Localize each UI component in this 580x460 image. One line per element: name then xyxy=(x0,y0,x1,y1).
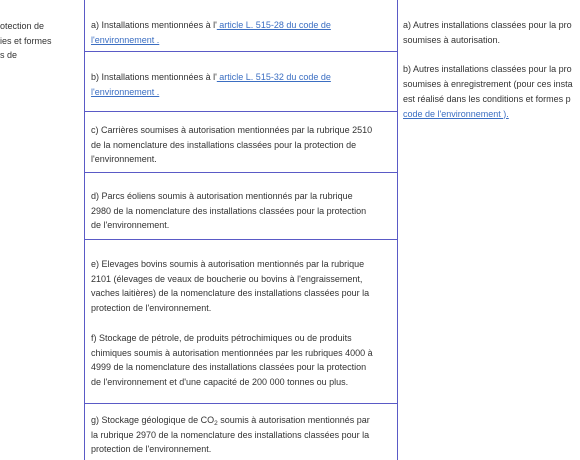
item-a xyxy=(91,18,331,47)
item-b-prefix: b) Installations mentionnées à l' xyxy=(91,72,217,82)
co2-subscript: 2 xyxy=(214,420,218,427)
right-item-b-line: b) Autres installations classées pour la pro xyxy=(403,64,572,75)
item-a-prefix: a) Installations mentionnées à l' xyxy=(91,20,217,30)
item-c-line: c) Carrières soumises à autorisation mentionnées par la rubrique 2510 xyxy=(91,125,373,135)
item-c-line: l'environnement. xyxy=(91,154,157,165)
item-f xyxy=(91,331,373,390)
row-divider xyxy=(84,172,398,173)
article-l515-28-link-cont[interactable]: l'environnement . xyxy=(91,34,160,45)
item-f-line: f) Stockage de pétrole, de produits pétrochimiques ou de produits xyxy=(91,333,352,343)
item-f-line: 4999 de la nomenclature des installations classées pour la protection xyxy=(91,362,367,373)
item-c-line: de la nomenclature des installations classées pour la protection de xyxy=(91,139,357,150)
article-l515-32-link-cont[interactable]: l'environnement . xyxy=(91,86,160,97)
article-l515-32-link[interactable]: article L. 515-32 du code de xyxy=(216,72,331,82)
code-environnement-link[interactable]: code de l'environnement ). xyxy=(403,108,509,119)
left-text-line: otection de xyxy=(0,21,45,31)
item-e-line: protection de l'environnement. xyxy=(91,303,212,314)
item-g-text: soumis à autorisation mentionnés par xyxy=(217,415,370,425)
item-d-line: 2980 de la nomenclature des installations classées pour la protection xyxy=(91,205,367,216)
item-g xyxy=(91,413,370,457)
item-d xyxy=(91,189,366,233)
right-item-b-line: est réalisé dans les conditions et formes p xyxy=(403,93,571,104)
item-e-line: e) Elevages bovins soumis à autorisation mentionnés par la rubrique xyxy=(91,259,365,269)
right-item-a-line: soumises à autorisation. xyxy=(403,34,501,45)
row-divider xyxy=(84,111,398,112)
right-item-b-line: soumises à enregistrement (pour ces insta xyxy=(403,79,573,90)
item-g-text: g) Stockage géologique de CO xyxy=(91,415,215,425)
right-item-a-line: a) Autres installations classées pour la pro xyxy=(403,20,572,30)
row-divider xyxy=(84,239,398,240)
left-text-line: s de xyxy=(0,50,18,61)
item-e xyxy=(91,257,369,316)
item-d-line: de l'environnement. xyxy=(91,220,170,231)
article-l515-28-link[interactable]: article L. 515-28 du code de xyxy=(216,20,331,30)
item-e-line: 2101 (élevages de veaux de boucherie ou bovins à l'engraissement, xyxy=(91,273,363,284)
right-column xyxy=(403,18,580,121)
column-divider-left xyxy=(84,0,85,460)
left-text-line: ies et formes xyxy=(0,35,52,46)
item-b xyxy=(91,70,331,99)
item-e-line: vaches laitières) de la nomenclature des installations classées pour la xyxy=(91,288,370,299)
column-divider-right xyxy=(397,0,398,460)
item-g-line: la rubrique 2970 de la nomenclature des installations classées pour la xyxy=(91,429,370,440)
item-g-line: protection de l'environnement. xyxy=(91,444,212,455)
item-f-line: de l'environnement et d'une capacité de 200 000 tonnes ou plus. xyxy=(91,377,349,388)
row-divider xyxy=(84,51,398,52)
item-c xyxy=(91,123,372,167)
row-divider xyxy=(84,403,398,404)
item-d-line: d) Parcs éoliens soumis à autorisation mentionnés par la rubrique xyxy=(91,191,353,201)
left-column-text xyxy=(0,19,82,63)
item-f-line: chimiques soumis à autorisation mentionnées par les rubriques 4000 à xyxy=(91,347,373,358)
